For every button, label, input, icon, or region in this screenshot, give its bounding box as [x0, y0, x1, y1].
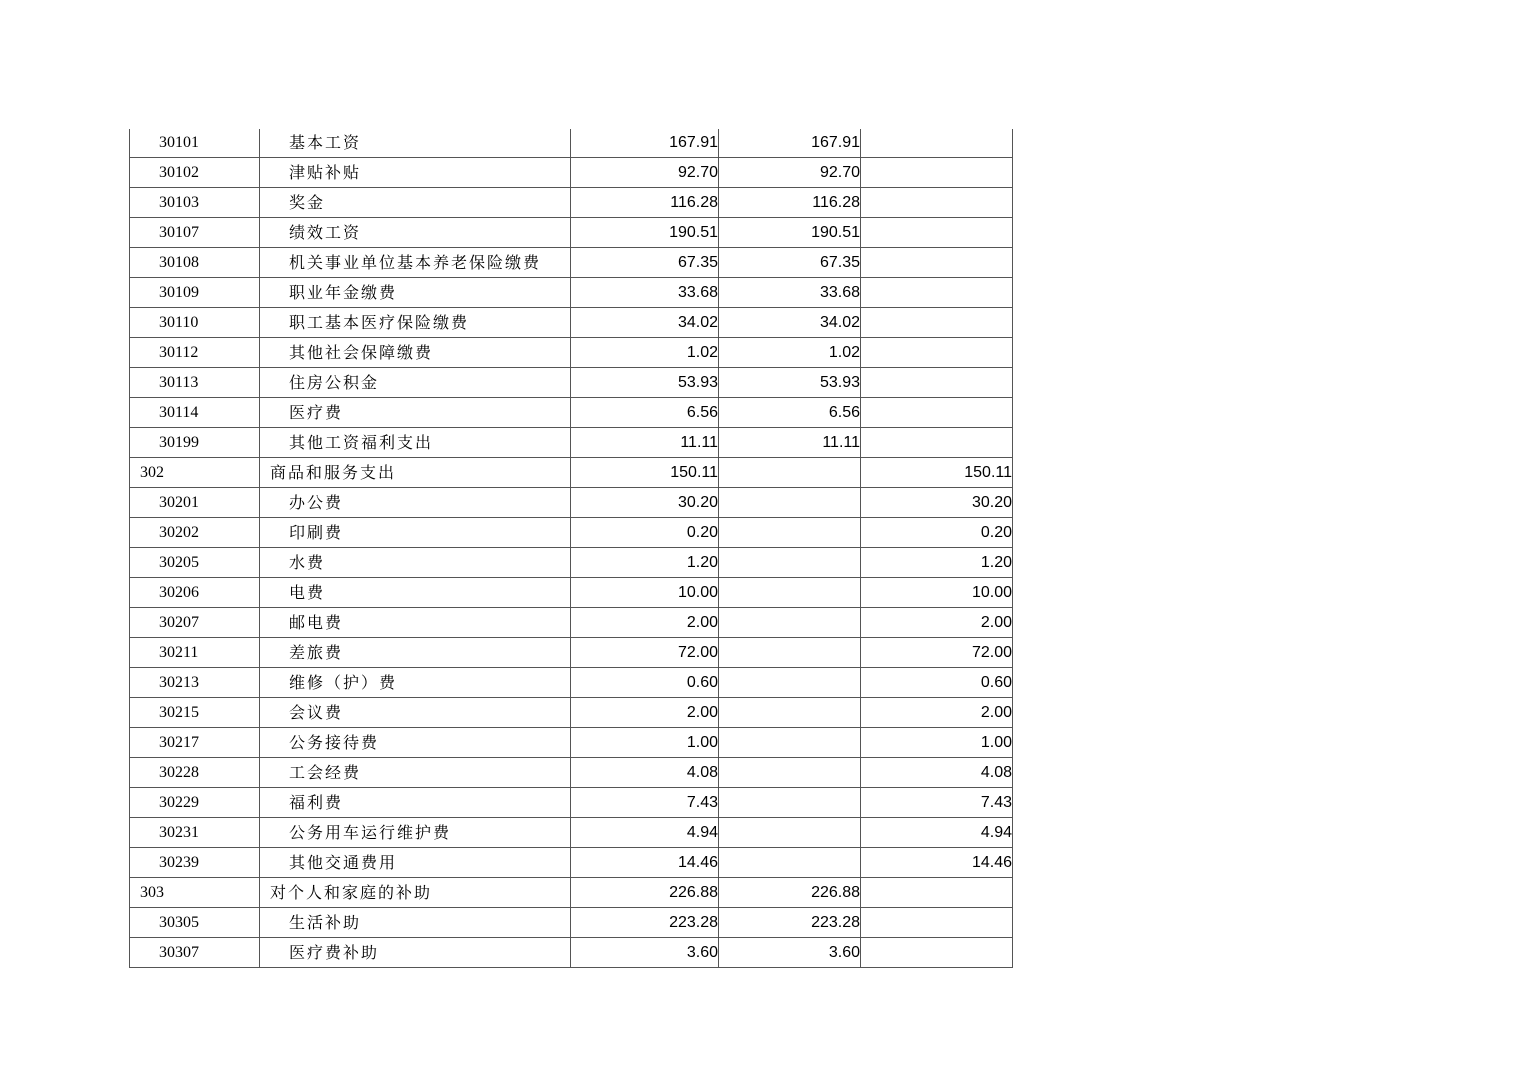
total-cell: 2.00 [571, 608, 719, 638]
table-row [130, 878, 1013, 908]
project-expenditure-cell: 2.00 [861, 608, 1013, 638]
name-cell: 福利费 [260, 788, 571, 818]
basic-expenditure-cell [719, 488, 861, 518]
total-cell: 223.28 [571, 908, 719, 938]
basic-expenditure-cell [719, 848, 861, 878]
project-expenditure-cell: 7.43 [861, 788, 1013, 818]
code-cell: 30108 [130, 248, 260, 278]
name-cell: 生活补助 [260, 908, 571, 938]
table-row [130, 818, 1013, 848]
total-cell: 0.60 [571, 668, 719, 698]
code-cell: 30103 [130, 188, 260, 218]
project-expenditure-cell: 4.08 [861, 758, 1013, 788]
project-expenditure-cell: 150.11 [861, 458, 1013, 488]
project-expenditure-cell [861, 428, 1013, 458]
code-cell: 30231 [130, 818, 260, 848]
basic-expenditure-cell [719, 578, 861, 608]
table-row [130, 608, 1013, 638]
name-cell: 水费 [260, 548, 571, 578]
name-cell: 差旅费 [260, 638, 571, 668]
total-cell: 4.08 [571, 758, 719, 788]
project-expenditure-cell [861, 158, 1013, 188]
name-cell: 邮电费 [260, 608, 571, 638]
total-cell: 1.00 [571, 728, 719, 758]
code-cell: 30201 [130, 488, 260, 518]
project-expenditure-cell [861, 878, 1013, 908]
basic-expenditure-cell [719, 698, 861, 728]
project-expenditure-cell: 1.00 [861, 728, 1013, 758]
project-expenditure-cell [861, 129, 1013, 158]
name-cell: 会议费 [260, 698, 571, 728]
table-row [130, 218, 1013, 248]
basic-expenditure-cell: 67.35 [719, 248, 861, 278]
total-cell: 14.46 [571, 848, 719, 878]
basic-expenditure-cell [719, 728, 861, 758]
code-cell: 30102 [130, 158, 260, 188]
table-row [130, 728, 1013, 758]
name-cell: 公务接待费 [260, 728, 571, 758]
name-cell: 对个人和家庭的补助 [260, 878, 571, 908]
basic-expenditure-cell: 34.02 [719, 308, 861, 338]
table-row [130, 848, 1013, 878]
name-cell: 津贴补贴 [260, 158, 571, 188]
basic-expenditure-cell [719, 668, 861, 698]
name-cell: 办公费 [260, 488, 571, 518]
basic-expenditure-cell [719, 788, 861, 818]
table-row [130, 938, 1013, 968]
table-row [130, 338, 1013, 368]
total-cell: 0.20 [571, 518, 719, 548]
basic-expenditure-cell [719, 608, 861, 638]
code-cell: 30101 [130, 129, 260, 158]
table-body [130, 129, 1013, 968]
basic-expenditure-cell: 167.91 [719, 129, 861, 158]
project-expenditure-cell: 14.46 [861, 848, 1013, 878]
project-expenditure-cell: 1.20 [861, 548, 1013, 578]
table-row [130, 308, 1013, 338]
code-cell: 30305 [130, 908, 260, 938]
expenditure-table [129, 129, 1013, 968]
total-cell: 116.28 [571, 188, 719, 218]
total-cell: 1.20 [571, 548, 719, 578]
basic-expenditure-cell: 92.70 [719, 158, 861, 188]
basic-expenditure-cell: 53.93 [719, 368, 861, 398]
code-cell: 30229 [130, 788, 260, 818]
total-cell: 6.56 [571, 398, 719, 428]
code-cell: 30202 [130, 518, 260, 548]
name-cell: 职业年金缴费 [260, 278, 571, 308]
total-cell: 1.02 [571, 338, 719, 368]
code-cell: 302 [130, 458, 260, 488]
table-row [130, 908, 1013, 938]
code-cell: 30239 [130, 848, 260, 878]
code-cell: 30307 [130, 938, 260, 968]
table-row [130, 398, 1013, 428]
code-cell: 30110 [130, 308, 260, 338]
project-expenditure-cell [861, 218, 1013, 248]
total-cell: 67.35 [571, 248, 719, 278]
basic-expenditure-cell: 226.88 [719, 878, 861, 908]
basic-expenditure-cell [719, 758, 861, 788]
basic-expenditure-cell: 3.60 [719, 938, 861, 968]
table-row [130, 129, 1013, 158]
name-cell: 职工基本医疗保险缴费 [260, 308, 571, 338]
code-cell: 30109 [130, 278, 260, 308]
code-cell: 30228 [130, 758, 260, 788]
project-expenditure-cell: 10.00 [861, 578, 1013, 608]
name-cell: 公务用车运行维护费 [260, 818, 571, 848]
table-row [130, 698, 1013, 728]
table-row [130, 788, 1013, 818]
project-expenditure-cell [861, 338, 1013, 368]
total-cell: 167.91 [571, 129, 719, 158]
basic-expenditure-cell: 33.68 [719, 278, 861, 308]
project-expenditure-cell [861, 908, 1013, 938]
project-expenditure-cell: 2.00 [861, 698, 1013, 728]
code-cell: 30217 [130, 728, 260, 758]
name-cell: 其他交通费用 [260, 848, 571, 878]
table-row [130, 578, 1013, 608]
name-cell: 机关事业单位基本养老保险缴费 [260, 248, 571, 278]
total-cell: 33.68 [571, 278, 719, 308]
name-cell: 工会经费 [260, 758, 571, 788]
basic-expenditure-cell [719, 638, 861, 668]
table-row [130, 158, 1013, 188]
code-cell: 30199 [130, 428, 260, 458]
project-expenditure-cell [861, 368, 1013, 398]
table-row [130, 518, 1013, 548]
name-cell: 绩效工资 [260, 218, 571, 248]
name-cell: 电费 [260, 578, 571, 608]
project-expenditure-cell [861, 308, 1013, 338]
name-cell: 医疗费补助 [260, 938, 571, 968]
code-cell: 30112 [130, 338, 260, 368]
project-expenditure-cell [861, 278, 1013, 308]
table-row [130, 278, 1013, 308]
total-cell: 11.11 [571, 428, 719, 458]
project-expenditure-cell [861, 398, 1013, 428]
total-cell: 30.20 [571, 488, 719, 518]
total-cell: 34.02 [571, 308, 719, 338]
project-expenditure-cell [861, 938, 1013, 968]
project-expenditure-cell [861, 248, 1013, 278]
code-cell: 30113 [130, 368, 260, 398]
code-cell: 30114 [130, 398, 260, 428]
total-cell: 72.00 [571, 638, 719, 668]
total-cell: 10.00 [571, 578, 719, 608]
total-cell: 7.43 [571, 788, 719, 818]
basic-expenditure-cell: 11.11 [719, 428, 861, 458]
table-row [130, 638, 1013, 668]
table-row [130, 188, 1013, 218]
basic-expenditure-cell: 1.02 [719, 338, 861, 368]
basic-expenditure-cell: 6.56 [719, 398, 861, 428]
table-row [130, 428, 1013, 458]
name-cell: 印刷费 [260, 518, 571, 548]
total-cell: 190.51 [571, 218, 719, 248]
total-cell: 2.00 [571, 698, 719, 728]
name-cell: 基本工资 [260, 129, 571, 158]
basic-expenditure-cell: 190.51 [719, 218, 861, 248]
table-row [130, 488, 1013, 518]
table-row [130, 458, 1013, 488]
basic-expenditure-cell: 116.28 [719, 188, 861, 218]
total-cell: 4.94 [571, 818, 719, 848]
total-cell: 150.11 [571, 458, 719, 488]
code-cell: 30215 [130, 698, 260, 728]
total-cell: 92.70 [571, 158, 719, 188]
code-cell: 30213 [130, 668, 260, 698]
name-cell: 商品和服务支出 [260, 458, 571, 488]
code-cell: 30207 [130, 608, 260, 638]
code-cell: 303 [130, 878, 260, 908]
basic-expenditure-cell [719, 458, 861, 488]
table-row [130, 668, 1013, 698]
budget-sheet [129, 129, 1012, 968]
table-row [130, 248, 1013, 278]
code-cell: 30107 [130, 218, 260, 248]
code-cell: 30211 [130, 638, 260, 668]
name-cell: 住房公积金 [260, 368, 571, 398]
project-expenditure-cell: 0.20 [861, 518, 1013, 548]
code-cell: 30206 [130, 578, 260, 608]
total-cell: 53.93 [571, 368, 719, 398]
name-cell: 奖金 [260, 188, 571, 218]
basic-expenditure-cell: 223.28 [719, 908, 861, 938]
name-cell: 医疗费 [260, 398, 571, 428]
table-row [130, 758, 1013, 788]
table-row [130, 548, 1013, 578]
basic-expenditure-cell [719, 518, 861, 548]
total-cell: 226.88 [571, 878, 719, 908]
total-cell: 3.60 [571, 938, 719, 968]
project-expenditure-cell: 4.94 [861, 818, 1013, 848]
basic-expenditure-cell [719, 548, 861, 578]
project-expenditure-cell: 30.20 [861, 488, 1013, 518]
table-row [130, 368, 1013, 398]
project-expenditure-cell: 72.00 [861, 638, 1013, 668]
name-cell: 其他工资福利支出 [260, 428, 571, 458]
name-cell: 其他社会保障缴费 [260, 338, 571, 368]
project-expenditure-cell: 0.60 [861, 668, 1013, 698]
code-cell: 30205 [130, 548, 260, 578]
basic-expenditure-cell [719, 818, 861, 848]
name-cell: 维修（护）费 [260, 668, 571, 698]
project-expenditure-cell [861, 188, 1013, 218]
